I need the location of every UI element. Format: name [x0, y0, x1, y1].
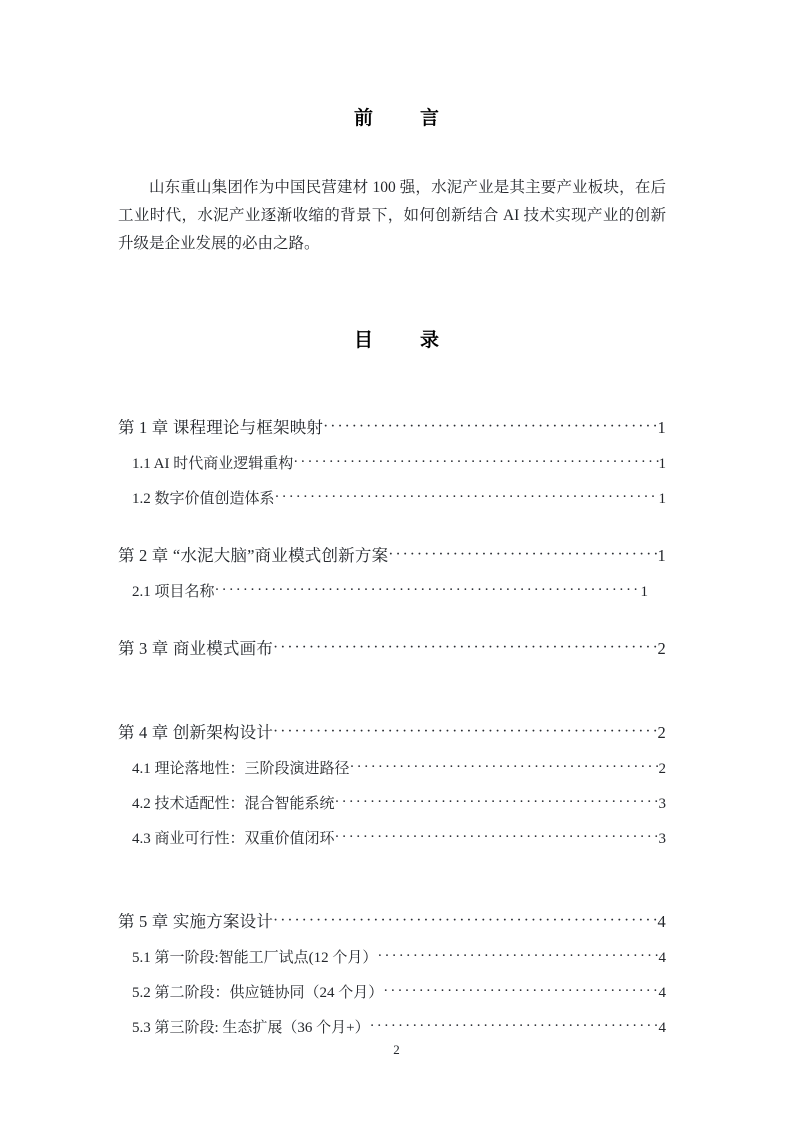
- toc-entry-label: 1.2 数字价值创造体系: [132, 491, 275, 507]
- toc-entry-page: 4: [658, 950, 666, 966]
- spacer: [0, 508, 793, 542]
- toc-entry-page: 2: [658, 761, 666, 777]
- toc-dot-leader: [370, 1020, 659, 1035]
- toc-entry-section-4-1[interactable]: [132, 757, 666, 778]
- toc-dot-leader: [335, 796, 659, 811]
- toc-entry-chapter-3[interactable]: [118, 635, 666, 659]
- toc-dot-leader: [275, 491, 659, 506]
- toc-dot-leader: [273, 725, 658, 742]
- toc-entry-page: 1: [658, 456, 666, 472]
- table-of-contents: [0, 414, 793, 1037]
- preface-heading: 前 言: [353, 108, 453, 129]
- toc-entry-chapter-4[interactable]: [118, 719, 666, 743]
- toc-dot-leader: [215, 584, 641, 599]
- spacer: [0, 601, 793, 635]
- toc-entry-section-5-1[interactable]: [132, 946, 666, 967]
- toc-entry-label: 4.1 理论落地性：三阶段演进路径: [132, 761, 350, 777]
- spacer: [0, 813, 793, 827]
- toc-entry-label: 5.2 第二阶段：供应链协同（24 个月）: [132, 985, 384, 1001]
- toc-entry-page: 4: [658, 1020, 666, 1036]
- spacer: [0, 932, 793, 946]
- toc-entry-page: 3: [658, 831, 666, 847]
- spacer: [0, 967, 793, 981]
- toc-entry-section-2-1[interactable]: [132, 580, 648, 601]
- toc-entry-page: 1: [657, 418, 666, 437]
- toc-dot-leader: [323, 420, 657, 437]
- toc-entry-chapter-1[interactable]: [118, 414, 666, 438]
- spacer: [0, 778, 793, 792]
- toc-entry-label: 2.1 项目名称: [132, 584, 215, 600]
- toc-entry-chapter-5[interactable]: [118, 908, 666, 932]
- preface-paragraph: 山东重山集团作为中国民营建材 100 强，水泥产业是其主要产业板块，在后工业时代，水泥产业逐渐收缩的背景下，如何创新结合 AI 技术实现产业的创新升级是企业发展的必由之路。: [118, 178, 666, 252]
- spacer: [0, 848, 793, 882]
- toc-entry-label: 第 4 章 创新架构设计: [118, 723, 274, 742]
- toc-dot-leader: [388, 548, 657, 565]
- toc-entry-label: 第 3 章 商业模式画布: [118, 639, 274, 658]
- toc-entry-page: 4: [658, 985, 666, 1001]
- toc-entry-page: 4: [657, 912, 666, 931]
- toc-entry-section-5-3[interactable]: [132, 1016, 666, 1037]
- toc-entry-label: 第 1 章 课程理论与框架映射: [118, 418, 324, 437]
- toc-entry-label: 5.1 第一阶段:智能工厂试点(12 个月）: [132, 950, 378, 966]
- spacer: [0, 659, 793, 685]
- toc-dot-leader: [383, 985, 658, 1000]
- spacer: [0, 1002, 793, 1016]
- spacer: [0, 566, 793, 580]
- spacer: [0, 473, 793, 487]
- toc-entry-page: 1: [657, 546, 666, 565]
- toc-dot-leader: [273, 914, 658, 931]
- toc-entry-label: 第 2 章 “水泥大脑”商业模式创新方案: [118, 546, 389, 565]
- toc-entry-label: 5.3 第三阶段: 生态扩展（36 个月+）: [132, 1020, 370, 1036]
- toc-entry-page: 2: [657, 639, 666, 658]
- toc-dot-leader: [273, 641, 658, 658]
- toc-entry-section-1-2[interactable]: [132, 487, 666, 508]
- toc-entry-section-1-1[interactable]: [132, 452, 666, 473]
- page-number: 2: [393, 1042, 400, 1057]
- toc-entry-section-5-2[interactable]: [132, 981, 666, 1002]
- toc-entry-page: 3: [658, 796, 666, 812]
- toc-entry-section-4-2[interactable]: [132, 792, 666, 813]
- toc-entry-page: 1: [658, 491, 666, 507]
- toc-dot-leader: [377, 950, 658, 965]
- spacer: [0, 882, 793, 908]
- toc-dot-leader: [335, 831, 659, 846]
- table-of-contents-heading: 目 录: [353, 330, 453, 351]
- toc-entry-label: 1.1 AI 时代商业逻辑重构: [132, 456, 294, 472]
- spacer: [0, 743, 793, 757]
- toc-entry-label: 4.2 技术适配性：混合智能系统: [132, 796, 335, 812]
- toc-dot-leader: [350, 761, 659, 776]
- spacer: [0, 685, 793, 719]
- toc-entry-page: 1: [640, 584, 648, 600]
- toc-entry-label: 4.3 商业可行性：双重价值闭环: [132, 831, 335, 847]
- toc-entry-section-4-3[interactable]: [132, 827, 666, 848]
- toc-dot-leader: [293, 456, 658, 471]
- toc-entry-label: 第 5 章 实施方案设计: [118, 912, 274, 931]
- toc-entry-chapter-2[interactable]: [118, 542, 666, 566]
- spacer: [0, 438, 793, 452]
- toc-entry-page: 2: [657, 723, 666, 742]
